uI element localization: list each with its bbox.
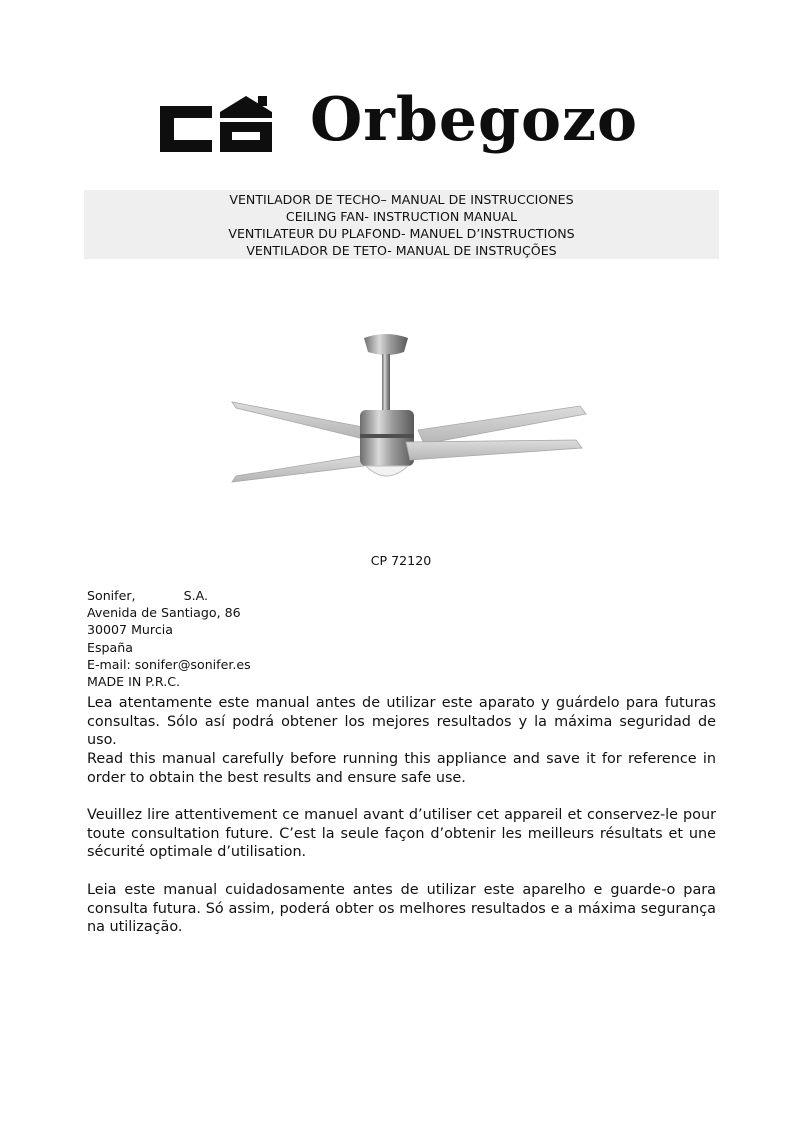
address-email: E-mail: sonifer@sonifer.es bbox=[87, 656, 251, 672]
brand-wordmark: Orbegozo bbox=[310, 85, 639, 155]
paragraph-es: Lea atentamente este manual antes de utilizar este aparato y guárdelo para futuras consultas. Sólo así podrá obtener los mejores resultados y la máxima seguridad de uso. bbox=[87, 695, 716, 748]
title-es: VENTILADOR DE TECHO– MANUAL DE INSTRUCCIONES bbox=[229, 192, 574, 207]
manual-title-banner bbox=[84, 190, 719, 259]
address-country: España bbox=[87, 639, 133, 655]
title-en: CEILING FAN- INSTRUCTION MANUAL bbox=[285, 209, 518, 224]
paragraph-pt: Leia este manual cuidadosamente antes de utilizar este aparelho e guarde-o para consulta futura. Só assim, poderá obter os melhores resultados e a máxima segurança na utilização. bbox=[87, 882, 716, 935]
model-number: CP 72120 bbox=[370, 553, 432, 568]
address-city: 30007 Murcia bbox=[87, 622, 173, 638]
address-street: Avenida de Santiago, 86 bbox=[87, 605, 241, 621]
company-address bbox=[87, 587, 251, 690]
paragraph-fr: Veuillez lire attentivement ce manuel avant d’utiliser cet appareil et conservez-le pour toute consultation future. C’est la seule façon d’obtenir les meilleurs résultats et une sécurité optimale d’utilisation. bbox=[87, 807, 716, 860]
ceiling-fan-image bbox=[228, 330, 588, 490]
address-origin: MADE IN P.R.C. bbox=[87, 674, 181, 690]
address-company: Sonifer, S.A. bbox=[87, 588, 208, 603]
house-logo-icon bbox=[160, 94, 300, 158]
title-fr: VENTILATEUR DU PLAFOND- MANUEL D’INSTRUCTIONS bbox=[228, 226, 575, 241]
brand-logo bbox=[160, 85, 645, 158]
title-pt: VENTILADOR DE TETO- MANUAL DE INSTRUÇÕES bbox=[246, 243, 557, 258]
paragraph-en: Read this manual carefully before running this appliance and save it for reference in order to obtain the best results and ensure safe use. bbox=[87, 751, 716, 786]
